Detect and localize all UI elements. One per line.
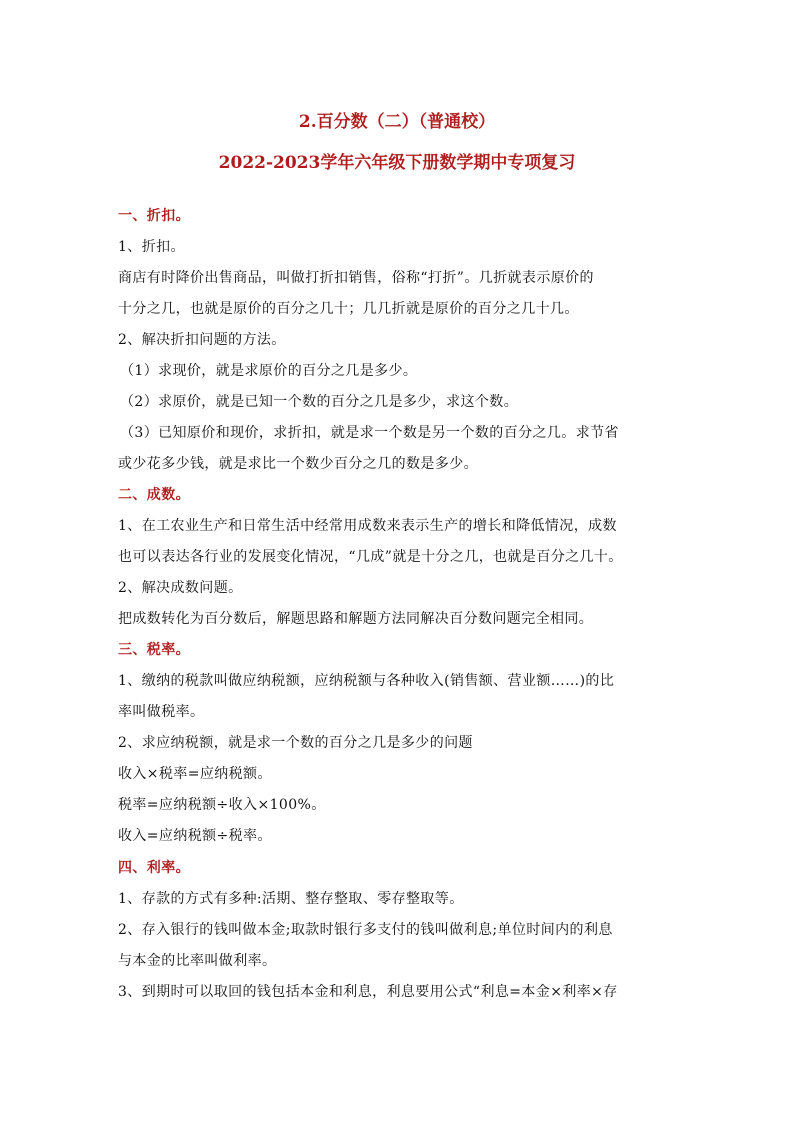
- paragraph-line: 或少花多少钱，就是求比一个数少百分之几的数是多少。: [118, 456, 478, 472]
- paragraph-line: 2、求应纳税额，就是求一个数的百分之几是多少的问题: [118, 735, 473, 751]
- paragraph-line: 与本金的比率叫做利率。: [118, 953, 277, 969]
- paragraph-line: 2、解决折扣问题的方法。: [118, 332, 286, 348]
- paragraph-line: 2、解决成数问题。: [118, 580, 243, 596]
- formula-line: 收入=应纳税额÷税率。: [118, 828, 272, 844]
- section-heading-tax: 三、税率。: [118, 642, 190, 658]
- paragraph-line: 1、在工农业生产和日常生活中经常用成数来表示生产的增长和降低情况，成数: [118, 518, 617, 534]
- paragraph-line: （2）求原价，就是已知一个数的百分之几是多少，求这个数。: [120, 394, 519, 410]
- paragraph-line: 率叫做税率。: [118, 704, 205, 720]
- paragraph-line: （1）求现价，就是求原价的百分之几是多少。: [120, 363, 418, 379]
- paragraph-line: 1、存款的方式有多种:活期、整存整取、零存整取等。: [118, 891, 464, 907]
- document-subtitle: 2022-2023学年六年级下册数学期中专项复习: [218, 153, 576, 173]
- paragraph-line: 1、折扣。: [118, 239, 185, 255]
- section-heading-chengshu: 二、成数。: [118, 487, 190, 503]
- paragraph-line: 把成数转化为百分数后，解题思路和解题方法同解决百分数问题完全相同。: [118, 611, 594, 627]
- paragraph-line: 1、缴纳的税款叫做应纳税额，应纳税额与各种收入(销售额、营业额……)的比: [118, 673, 615, 689]
- formula-line: 收入×税率=应纳税额。: [118, 766, 272, 782]
- paragraph-line: （3）已知原价和现价，求折扣，就是求一个数是另一个数的百分之几。求节省: [120, 425, 619, 441]
- section-heading-discount: 一、折扣。: [118, 208, 190, 224]
- document-title: 2.百分数（二）（普通校）: [298, 112, 496, 132]
- paragraph-line: 也可以表达各行业的发展变化情况，“几成”就是十分之几，也就是百分之几十。: [118, 549, 623, 565]
- paragraph-line: 商店有时降价出售商品，叫做打折扣销售，俗称“打折”。几折就表示原价的: [118, 270, 594, 286]
- paragraph-line: 2、存入银行的钱叫做本金;取款时银行多支付的钱叫做利息;单位时间内的利息: [118, 922, 613, 938]
- section-heading-interest: 四、利率。: [118, 860, 190, 876]
- paragraph-line: 3、到期时可以取回的钱包括本金和利息，利息要用公式“利息=本金×利率×存: [118, 984, 618, 1000]
- paragraph-line: 十分之几，也就是原价的百分之几十；几几折就是原价的百分之几十几。: [118, 301, 579, 317]
- formula-line: 税率=应纳税额÷收入×100%。: [118, 797, 326, 813]
